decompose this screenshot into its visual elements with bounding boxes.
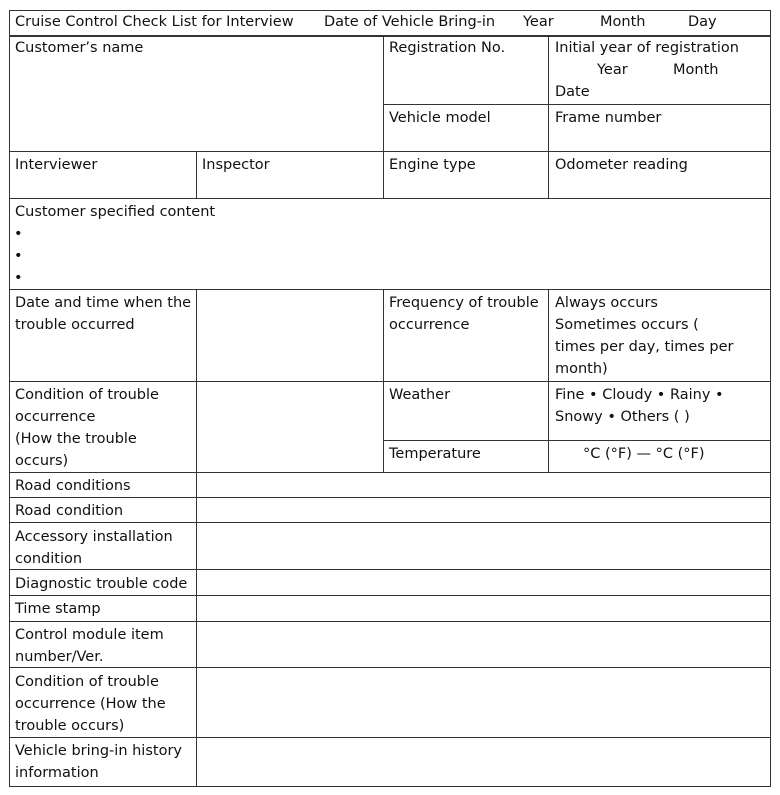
registration-no-label: Registration No. [389, 40, 506, 56]
road-condition-label: Road condition [15, 503, 124, 519]
inspector-label: Inspector [202, 157, 270, 173]
column-divider [196, 151, 197, 199]
temperature-range: °C (°F) — °C (°F) [583, 446, 705, 462]
row-divider [9, 522, 771, 523]
column-divider [196, 289, 197, 473]
row-divider [9, 595, 771, 596]
diagnostic-trouble-code-label: Diagnostic trouble code [15, 576, 188, 592]
customer-name-label: Customer’s name [15, 40, 144, 56]
row-divider [9, 198, 771, 199]
weather-options: Fine • Cloudy • Rainy • Snowy • Others ( ) [555, 387, 724, 425]
row-divider [9, 381, 771, 382]
initial-registration-date: Date [555, 84, 590, 100]
column-divider [383, 289, 384, 473]
row-divider [9, 472, 771, 473]
bullet-point: • [14, 270, 23, 286]
bring-in-year-label: Year [523, 14, 554, 30]
initial-registration-year: Year [597, 62, 628, 78]
bullet-point: • [14, 248, 23, 264]
row-divider [383, 104, 771, 105]
column-divider [548, 151, 549, 199]
column-divider [383, 35, 384, 152]
road-conditions-label: Road conditions [15, 478, 131, 494]
column-divider [383, 151, 384, 199]
row-divider [9, 497, 771, 498]
bring-in-month-label: Month [600, 14, 646, 30]
date-time-trouble-label: Date and time when the trouble occurred [15, 295, 192, 333]
accessory-installation-label: Accessory installation condition [15, 529, 173, 567]
form-title: Cruise Control Check List for Interview [15, 14, 294, 30]
bring-in-date-label: Date of Vehicle Bring-in [324, 14, 496, 30]
condition-of-trouble-label: Condition of trouble occurrence (How the trouble occurs) [15, 387, 159, 469]
frequency-label: Frequency of trouble occurrence [389, 295, 539, 333]
column-divider [196, 472, 197, 787]
row-divider [9, 289, 771, 290]
engine-type-label: Engine type [389, 157, 476, 173]
time-stamp-label: Time stamp [15, 601, 101, 617]
condition-of-trouble-2-label: Condition of trouble occurrence (How the trouble occurs) [15, 674, 166, 734]
row-divider [9, 621, 771, 622]
column-divider [548, 289, 549, 473]
control-module-label: Control module item number/Ver. [15, 627, 164, 665]
row-divider [9, 151, 771, 152]
interviewer-label: Interviewer [15, 157, 98, 173]
bullet-point: • [14, 226, 23, 242]
initial-registration-label: Initial year of registration [555, 40, 739, 56]
customer-specified-label: Customer specified content [15, 204, 216, 220]
temperature-label: Temperature [389, 446, 481, 462]
initial-registration-month: Month [673, 62, 719, 78]
row-divider [383, 440, 771, 441]
bring-in-day-label: Day [688, 14, 717, 30]
bring-in-history-label: Vehicle bring-in history information [15, 743, 182, 781]
row-divider [9, 737, 771, 738]
vehicle-model-label: Vehicle model [389, 110, 491, 126]
frequency-options: Always occurs Sometimes occurs ( times per day, times per month) [555, 295, 734, 377]
weather-label: Weather [389, 387, 451, 403]
odometer-reading-label: Odometer reading [555, 157, 688, 173]
column-divider [548, 35, 549, 152]
frame-number-label: Frame number [555, 110, 662, 126]
